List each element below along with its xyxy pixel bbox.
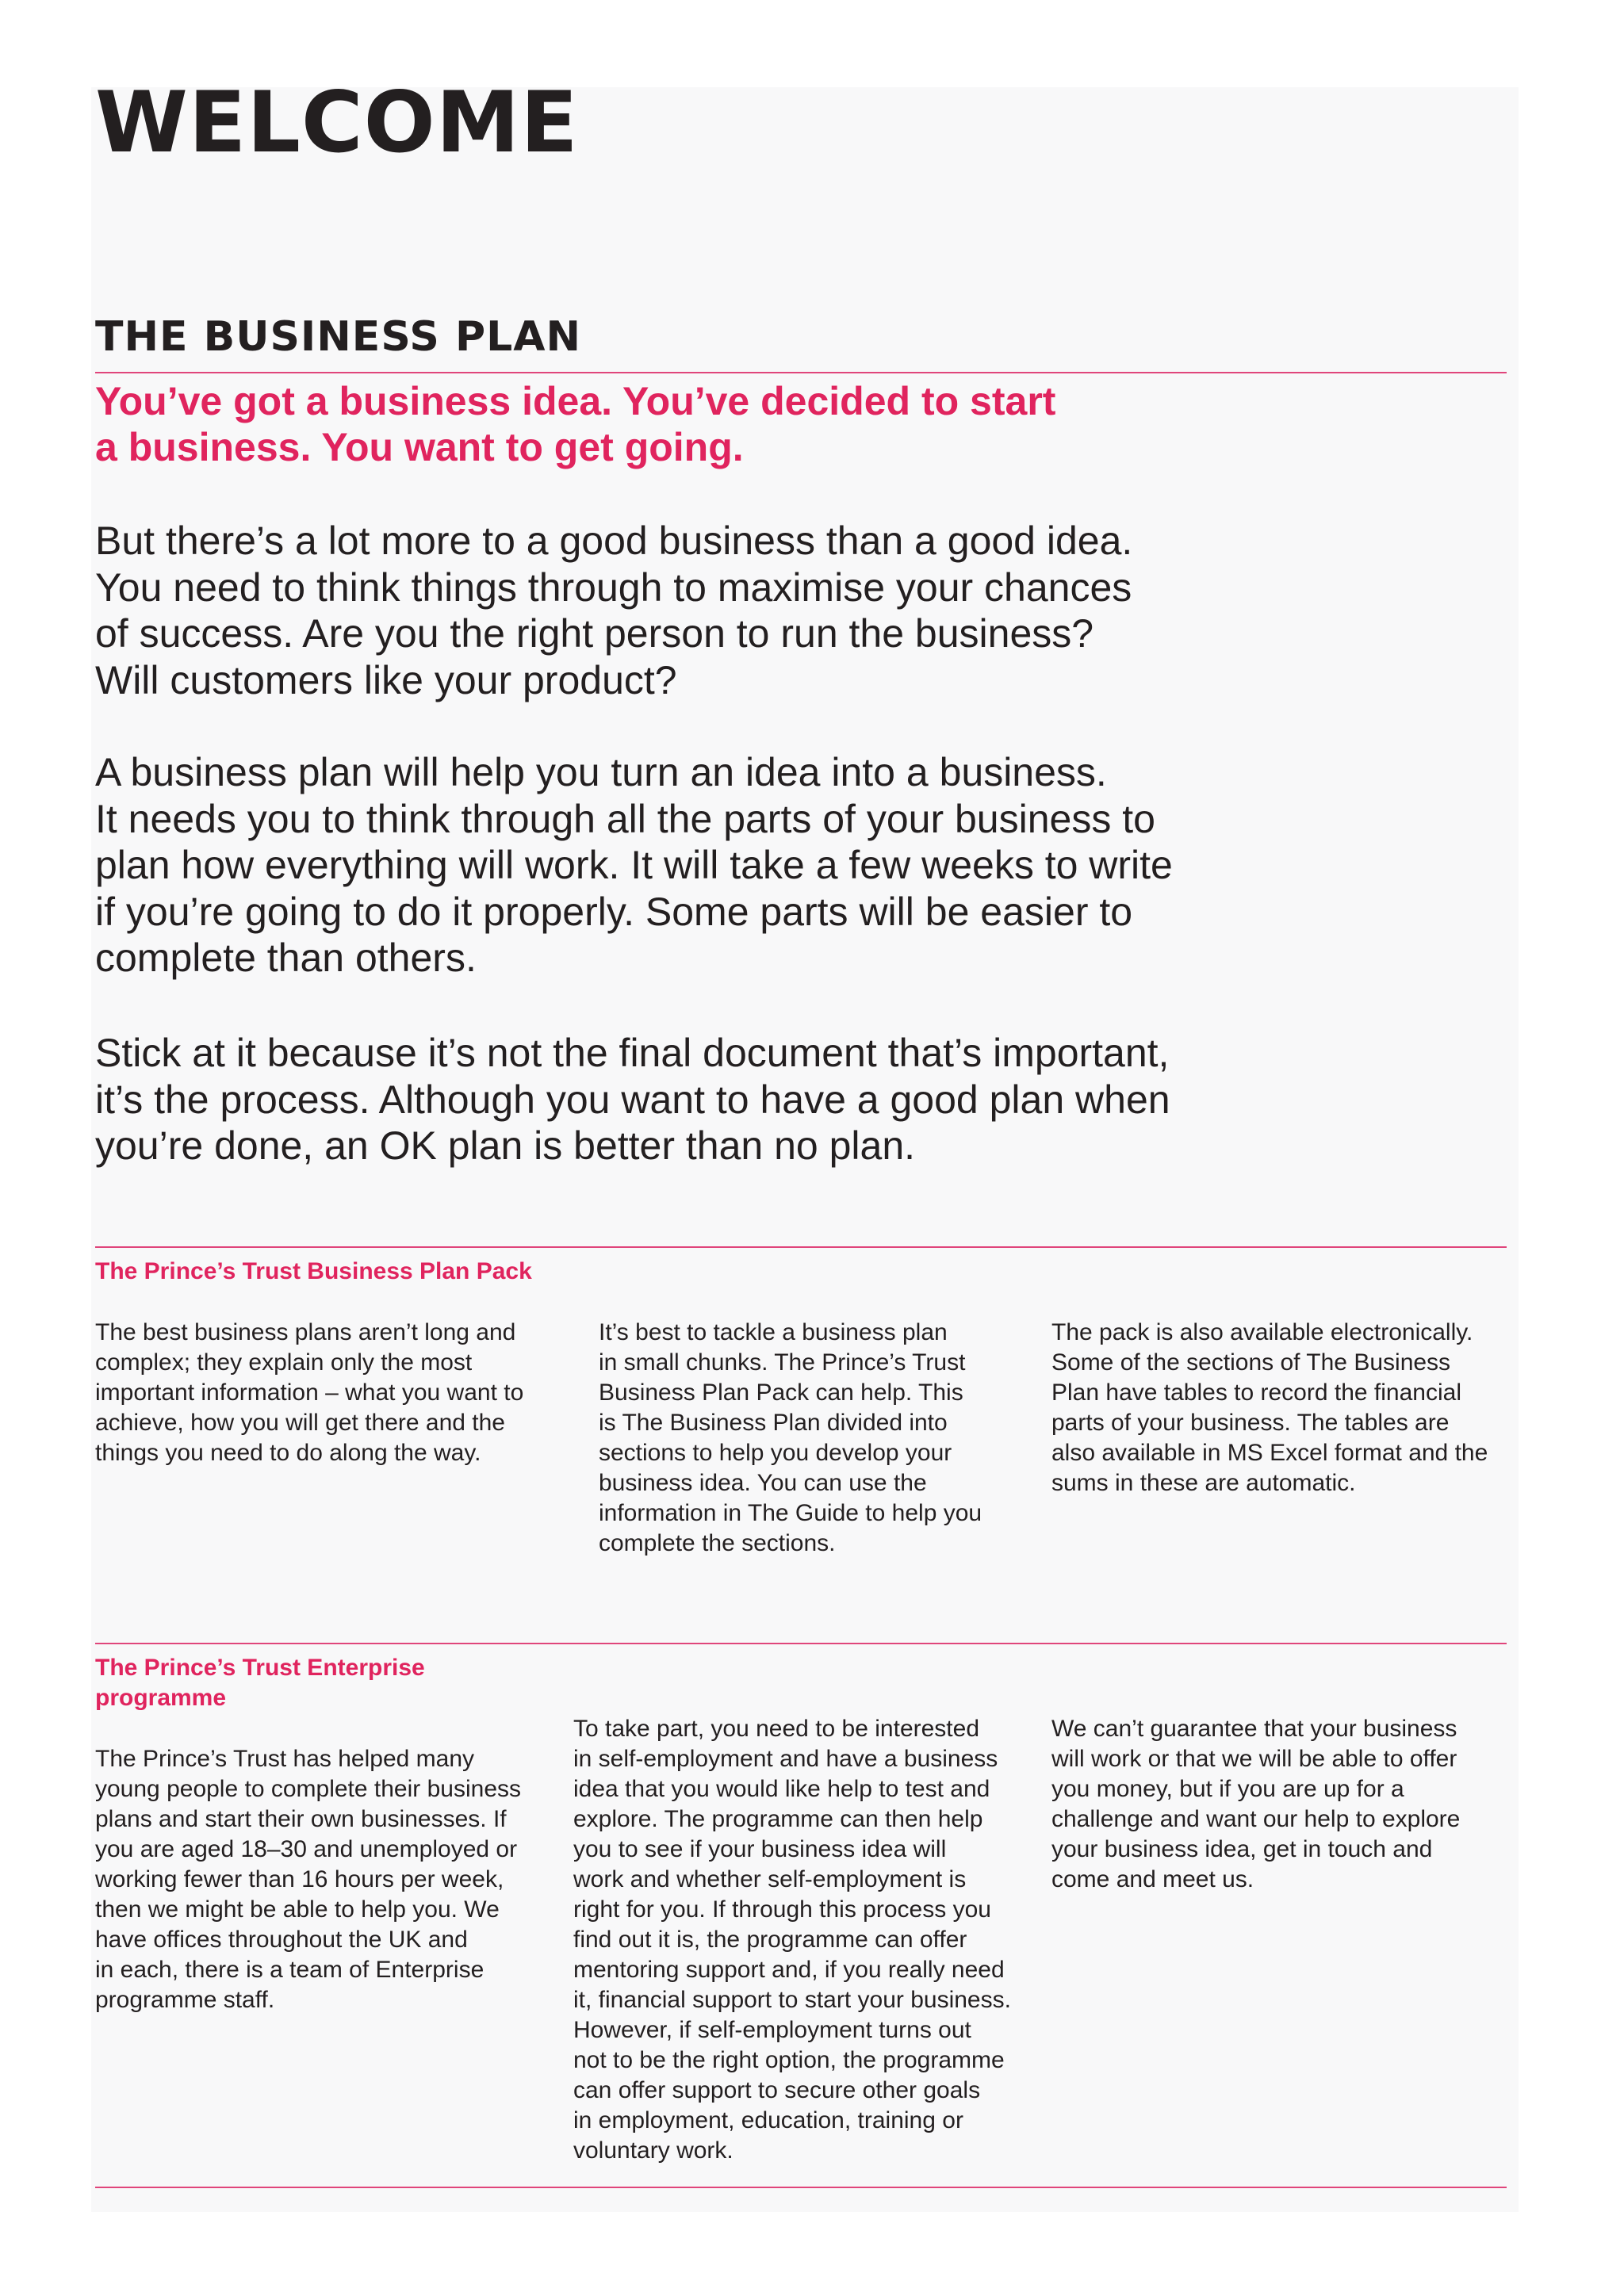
footer-divider — [95, 2187, 1507, 2188]
pack-column-2: It’s best to tackle a business plan in small chunks. The Prince’s Trust Business Plan Pack can help. This is The Business Plan divided into sections to help you develop your business idea. You can use the information in The Guide to help you complete the sections. — [599, 1319, 982, 1556]
section-heading: THE BUSINESS PLAN — [95, 313, 581, 361]
pack-column-3: The pack is also available electronically. Some of the sections of The Business Plan have tables to record the financial parts of your business. The tables are also available in MS Excel format and the sums in these are automatic. — [1051, 1319, 1488, 1496]
pack-column-1: The best business plans aren’t long and complex; they explain only the most important information – what you want to achieve, how you will get there and the things you need to do along the way. — [95, 1319, 524, 1466]
intro-paragraph-1: But there’s a lot more to a good business than a good idea. You need to think things through to maximise your chances of success. Are you the right person to run the business? Will customers like your product? — [95, 519, 1133, 702]
pack-divider — [95, 1246, 1507, 1248]
enterprise-column-1: The Prince’s Trust has helped many young people to complete their business plans and start their own businesses. If you are aged 18–30 and unemployed or working fewer than 16 hours per week, then we might be able to help you. We have offices throughout the UK and in each, there is a team of Enterprise programme staff. — [95, 1746, 522, 2013]
enterprise-column-2: To take part, you need to be interested in self-employment and have a business idea that you would like help to test and explore. The programme can then help you to see if your business idea will work and whether self-employment is right for you. If through this process you find out it is, the programme can offer mentoring support and, if you really need it, financial support to start your business. However, if self-employment turns out not to be the right option, the programme can offer support to secure other goals in employment, education, training or voluntary work. — [573, 1716, 1011, 2164]
lead-text: You’ve got a business idea. You’ve decided to start a business. You want to get going. — [95, 379, 1056, 469]
page-title: WELCOME — [95, 74, 579, 171]
pack-heading: The Prince’s Trust Business Plan Pack — [95, 1258, 532, 1284]
enterprise-column-3: We can’t guarantee that your business will work or that we will be able to offer you money, but if you are up for a challenge and want our help to explore your business idea, get in touch and come and meet us. — [1051, 1716, 1461, 1892]
intro-paragraph-3: Stick at it because it’s not the final document that’s important, it’s the process. Although you want to have a good plan when you’re done, an OK plan is better than no plan. — [95, 1031, 1170, 1168]
intro-paragraph-2: A business plan will help you turn an idea into a business. It needs you to think through all the parts of your business to plan how everything will work. It will take a few weeks to write if you’re going to do it properly. Some parts will be easier to complete than others. — [95, 750, 1173, 980]
enterprise-divider — [95, 1643, 1507, 1644]
enterprise-heading: The Prince’s Trust Enterprise programme — [95, 1655, 425, 1711]
section-divider — [95, 372, 1507, 373]
